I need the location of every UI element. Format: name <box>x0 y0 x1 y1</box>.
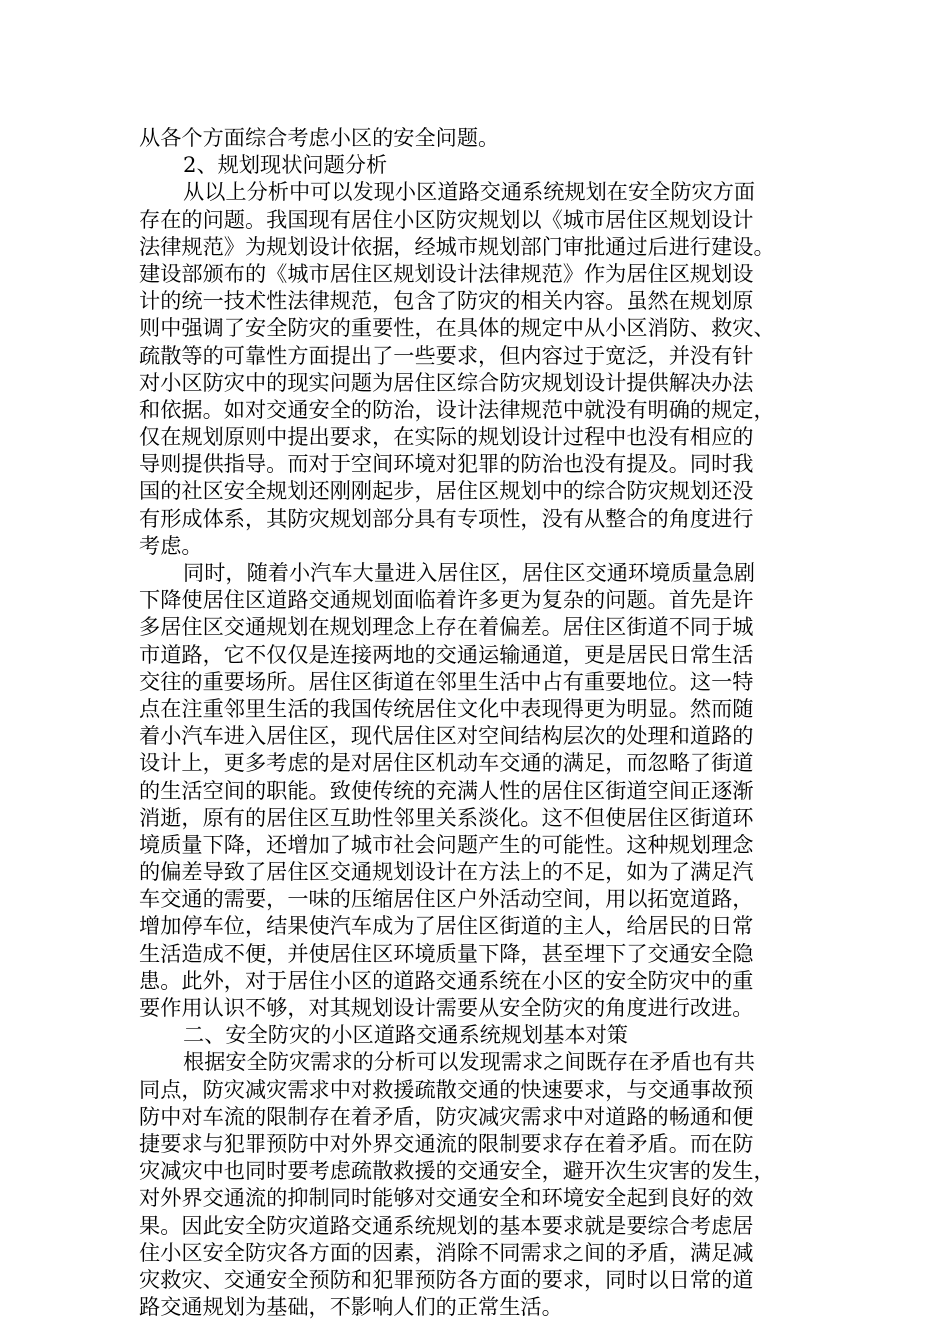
text-line: 从各个方面综合考虑小区的安全问题。 <box>139 125 500 150</box>
text-line: 车交通的需要，一味的压缩居住区户外活动空间，用以拓宽道路， <box>139 886 754 912</box>
text-line: 下降使居住区道路交通规划面临着许多更为复杂的问题。首先是许 <box>139 587 754 613</box>
text-line: 着小汽车进入居住区，现代居住区对空间结构层次的处理和道路的 <box>139 723 754 749</box>
text-line: 对小区防灾中的现实问题为居住区综合防灾规划设计提供解决办法 <box>139 369 754 395</box>
text-line: 仅在规划原则中提出要求，在实际的规划设计过程中也没有相应的 <box>139 424 754 450</box>
text-line: 患。此外，对于居住小区的道路交通系统在小区的安全防灾中的重 <box>139 967 754 993</box>
text-line: 同时，随着小汽车大量进入居住区，居住区交通环境质量急剧 <box>183 560 756 585</box>
text-line: 要作用认识不够，对其规划设计需要从安全防灾的角度进行改进。 <box>139 995 754 1020</box>
text-line: 捷要求与犯罪预防中对外界交通流的限制要求存在着矛盾。而在防 <box>139 1130 754 1156</box>
text-line: 境质量下降，还增加了城市社会问题产生的可能性。这种规划理念 <box>139 831 754 857</box>
text-line: 法律规范》为规划设计依据，经城市规划部门审批通过后进行建设。 <box>139 233 775 259</box>
text-line: 增加停车位，结果使汽车成为了居住区街道的主人，给居民的日常 <box>139 913 754 939</box>
text-line: 从以上分析中可以发现小区道路交通系统规划在安全防灾方面 <box>183 179 756 205</box>
text-line: 路交通规划为基础，不影响人们的正常生活。 <box>139 1294 563 1320</box>
text-line: 疏散等的可靠性方面提出了一些要求，但内容过于宽泛，并没有针 <box>139 342 754 368</box>
text-line: 计的统一技术性法律规范，包含了防灾的相关内容。虽然在规划原 <box>139 288 754 314</box>
text-line: 有形成体系，其防灾规划部分具有专项性，没有从整合的角度进行 <box>139 505 754 531</box>
text-line: 二、安全防灾的小区道路交通系统规划基本对策 <box>183 1022 628 1048</box>
text-line: 住小区安全防灾各方面的因素，消除不同需求之间的矛盾，满足减 <box>139 1239 754 1265</box>
text-line: 设计上，更多考虑的是对居住区机动车交通的满足，而忽略了街道 <box>139 750 754 776</box>
text-line: 灾救灾、交通安全预防和犯罪预防各方面的要求，同时以日常的道 <box>139 1266 754 1292</box>
text-line: 的生活空间的职能。致使传统的充满人性的居住区街道空间正逐渐 <box>139 777 754 803</box>
text-line: 消逝，原有的居住区互助性邻里关系淡化。这不但使居住区街道环 <box>139 804 754 830</box>
text-line: 同点，防灾减灾需求中对救援疏散交通的快速要求，与交通事故预 <box>139 1076 754 1102</box>
text-line: 市道路，它不仅仅是连接两地的交通运输通道，更是居民日常生活 <box>139 641 754 667</box>
text-line: 的偏差导致了居住区交通规划设计在方法上的不足，如为了满足汽 <box>139 859 754 885</box>
text-line: 对外界交通流的抑制同时能够对交通安全和环境安全起到良好的效 <box>139 1185 754 1211</box>
text-line: 点在注重邻里生活的我国传统居住文化中表现得更为明显。然而随 <box>139 695 754 721</box>
text-line: 2、规划现状问题分析 <box>183 152 388 178</box>
text-line: 存在的问题。我国现有居住小区防灾规划以《城市居住区规划设计 <box>139 206 754 232</box>
text-line: 建设部颁布的《城市居住区规划设计法律规范》作为居住区规划设 <box>139 260 754 286</box>
text-line: 交往的重要场所。居住区街道在邻里生活中占有重要地位。这一特 <box>139 668 754 694</box>
text-line: 防中对车流的限制存在着矛盾，防灾减灾需求中对道路的畅通和便 <box>139 1103 754 1129</box>
text-line: 和依据。如对交通安全的防治，设计法律规范中就没有明确的规定， <box>139 396 775 422</box>
text-line: 灾减灾中也同时要考虑疏散救援的交通安全，避开次生灾害的发生， <box>139 1158 775 1184</box>
text-line: 导则提供指导。而对于空间环境对犯罪的防治也没有提及。同时我 <box>139 451 754 477</box>
text-line: 生活造成不便，并使居住区环境质量下降，甚至埋下了交通安全隐 <box>139 940 754 966</box>
text-line: 国的社区安全规划还刚刚起步，居住区规划中的综合防灾规划还没 <box>139 478 754 504</box>
text-line: 根据安全防灾需求的分析可以发现需求之间既存在矛盾也有共 <box>183 1049 756 1075</box>
text-line: 果。因此安全防灾道路交通系统规划的基本要求就是要综合考虑居 <box>139 1212 754 1238</box>
text-line: 考虑。 <box>139 532 203 558</box>
document-body <box>139 124 819 1320</box>
text-line: 多居住区交通规划在规划理念上存在着偏差。居住区街道不同于城 <box>139 614 754 640</box>
text-line: 则中强调了安全防灾的重要性，在具体的规定中从小区消防、救灾、 <box>139 315 775 341</box>
